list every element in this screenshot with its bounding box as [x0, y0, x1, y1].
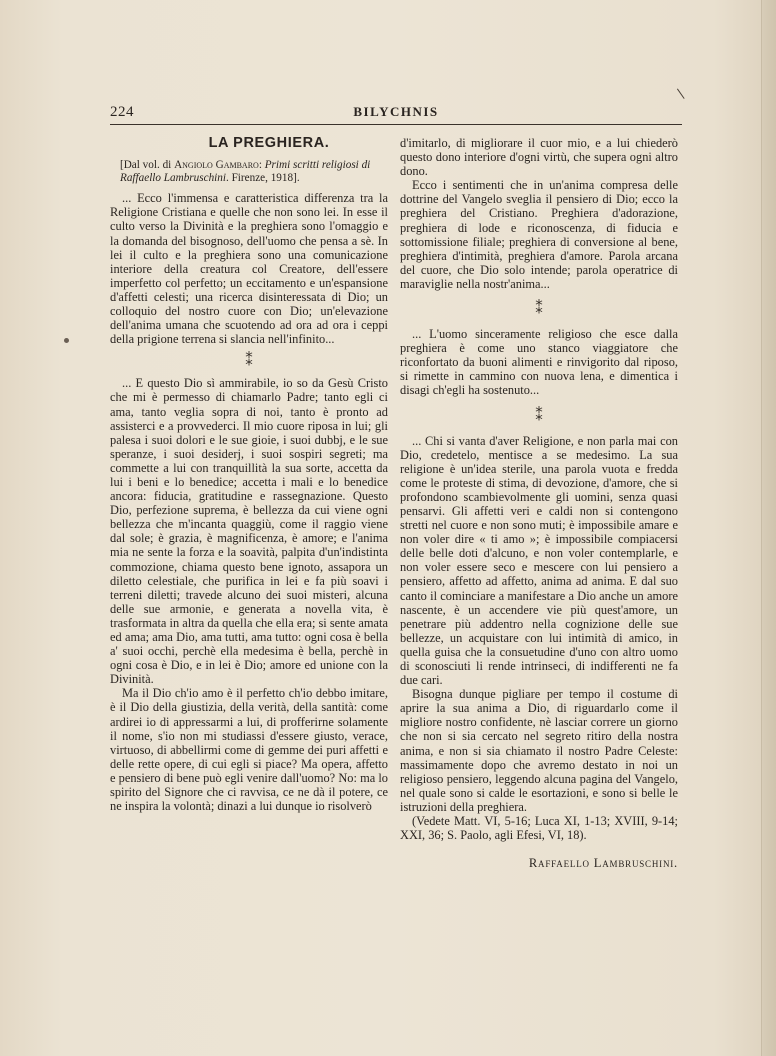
source-note: [Dal vol. di Angiolo Gambaro: Primi scritti religiosi di Raffaello Lambruschini. Firenze, 1918]. — [120, 159, 371, 184]
section-ornament: ⁑ — [535, 301, 543, 318]
page-header — [110, 104, 682, 120]
paragraph: ... L'uomo sinceramente religioso che esce dalla preghiera è come uno stanco viaggiatore che riconfortato da buoni alimenti e rinvigorito dal riposo, si rimette in cammino con nuova lena, e dimentica i disagi ch'egli ha sostenuto... — [400, 327, 678, 398]
paragraph: Ma il Dio ch'io amo è il perfetto ch'io debbo imitare, è il Dio della giustizia, della verità, della santità: come ardirei io di appressarmi a lui, di profferirne solamente il nome, s'io non mi studiassi d'essere giusto, verace, virtuoso, di abbellirmi come di gemme dei puri affetti e delle rette opere, di cui egli si piace? Ma opera, affetto e pensiero di bene può egli venire dall'uomo? No: ma lo spirito del Signore che ci ravvisa, ce ne dà il potere, ce ne inspira la volontà; dinazi a lui dunque io risolverò — [110, 686, 388, 814]
paragraph: ... E questo Dio sì ammirabile, io so da Gesù Cristo che mi è permesso di chiamarlo Padre; tanto egli ci ama, tanto veglia sopra di noi, tanto è pronto ad assisterci e a provvederci. Il mio cuore riposa in lui; gli palesa i suoi dolori e le sue gioie, i suoi dubbj, e le sue speranze, i suoi desiderj, i suoi sospiri segreti; ma commette a lui con tranquillità la sua sorte, accetta da lui i beni e lo benedice; accetta i mali e lo benedice ancora: fiducia, gratitudine e rassegnazione. Questo Dio, perfezione suprema, è bellezza da cui viene ogni bellezza che m'incanta quaggiù, come il raggio viene dal sole; è grazia, è magnificenza, è amore; e l'anima mia ne sente la forza e la soavità, palpita d'un'indistinta commozione, chiama questo bene ignoto, assapora un diletto celestiale, che purifica in lei e fa più soavi i terreni diletti; travede alcuno dei suoi misteri, alcuna delle sue armonie, e generata a novella vita, è trasformata in altra da quella che ella era; si sente amata ed ama; ama Dio, ama tutti, ama tutto: ogni cosa è bella a' suoi occhi, perchè ella medesima è bella, perchè in ogni cosa è Dio, e in lei è Dio; amore ed unione con la Divinità. — [110, 376, 388, 687]
section-ornament: ⁑ — [535, 407, 543, 424]
paragraph-continued: d'imitarlo, di migliorare il cuor mio, e a lui chiederò questo dono interiore d'ogni virtù, che supera ogni altro dono. — [400, 136, 678, 179]
source-book-title: Primi scritti religiosi di Raffaello Lambruschini — [120, 159, 371, 184]
paragraph: ... Ecco l'immensa e caratteristica differenza tra la Religione Cristiana e quelle che non sono lei. In esse il culto verso la Divinità e la preghiera sono l'omaggio e la domanda del bisognoso, dell'uomo che pensa a sè. In lei il culto e la preghiera sono una comunicazione interiore della creatura col Creatore, dell'essere imperfetto col perfetto; un eccitamento e un'espansione d'affetti celesti; una ricerca disinteressata di Dio; un colloquio del nostro cuore con Dio; un'elevazione dell'anima umana che scuotendo ad ora ad ora i ceppi della prigione terrena si slancia nell'infinito... — [110, 191, 388, 347]
scripture-citation: (Vedete Matt. VI, 5-16; Luca XI, 1-13; XVIII, 9-14; XXI, 36; S. Paolo, agli Efesi, VI, 18). — [400, 814, 678, 843]
right-column — [400, 136, 678, 870]
paragraph: Bisogna dunque pigliare per tempo il costume di aprire la sua anima a Dio, di riguardarlo come il migliore nostro confidente, nè lasciar correre un giorno che non si sia cercato nel segreto ritiro della nostra anima, e non si sia chiamato il nostro Padre Celeste: massimamente dopo che avremo destato in noi un religioso pensiero, leggendo alcuna pagina del Vangelo, nel quale sono si calde le esortazioni, e sono si belle le istruzioni della preghiera. — [400, 687, 678, 814]
binding-hole — [64, 338, 69, 343]
page-number: 224 — [110, 104, 134, 120]
author-signature: Raffaello Lambruschini. — [528, 856, 678, 871]
section-ornament: ⁑ — [245, 353, 253, 370]
article-title: LA PREGHIERA. — [208, 135, 330, 151]
running-head: BILYCHNIS — [353, 104, 439, 119]
pencil-mark — [670, 89, 684, 104]
left-column — [110, 136, 388, 813]
paragraph: ... Chi si vanta d'aver Religione, e non parla mai con Dio, credetelo, mentisce a se medesimo. La sua religione è un'idea sterile, una parola vuota e fredda come le proteste di stima, di devozione, d'amore, che si profondono scambievolmente gli uomini, senza quasi pensarvi. Gli affetti veri e caldi non si contengono stretti nel cuore e non sono muti; è impossibile amare e non voler dire « ti amo »; è impossibile compiacersi delle belle doti d'alcuno, e non voler contemplarle, e non voler essere seco e mescere con lui pensiero a pensiero, affetto ad affetto, anima ad anima. E dal suo canto il cominciare a manifestare a Dio anche un amore nascente, è un accendere vie più quest'amore, un penetrare più addentro nella cognizione delle sue bellezze, un acquistare con lui intimità di amico, in quella guisa che la consuetudine d'uno con altro uomo di sconosciuti li rende intrinseci, di indifferenti ne fa due cari. — [400, 433, 678, 688]
adjacent-page-edge — [761, 0, 776, 1056]
paragraph: Ecco i sentimenti che in un'anima compresa delle dottrine del Vangelo sveglia il pensiero di Dio; ecco la preghiera del Cristiano. Preghiera d'adorazione, preghiera di lode e riconoscenza, di fiducia e sottomissione filiale; preghiera di conversione al bene, preghiera d'intimità, preghiera d'amore. Parola arcana del cuore, che Dio solo intende; parola operatrice di maraviglie nella nostr'anima... — [400, 178, 678, 291]
source-author: Angiolo Gambaro — [174, 159, 259, 172]
header-rule — [110, 124, 682, 125]
